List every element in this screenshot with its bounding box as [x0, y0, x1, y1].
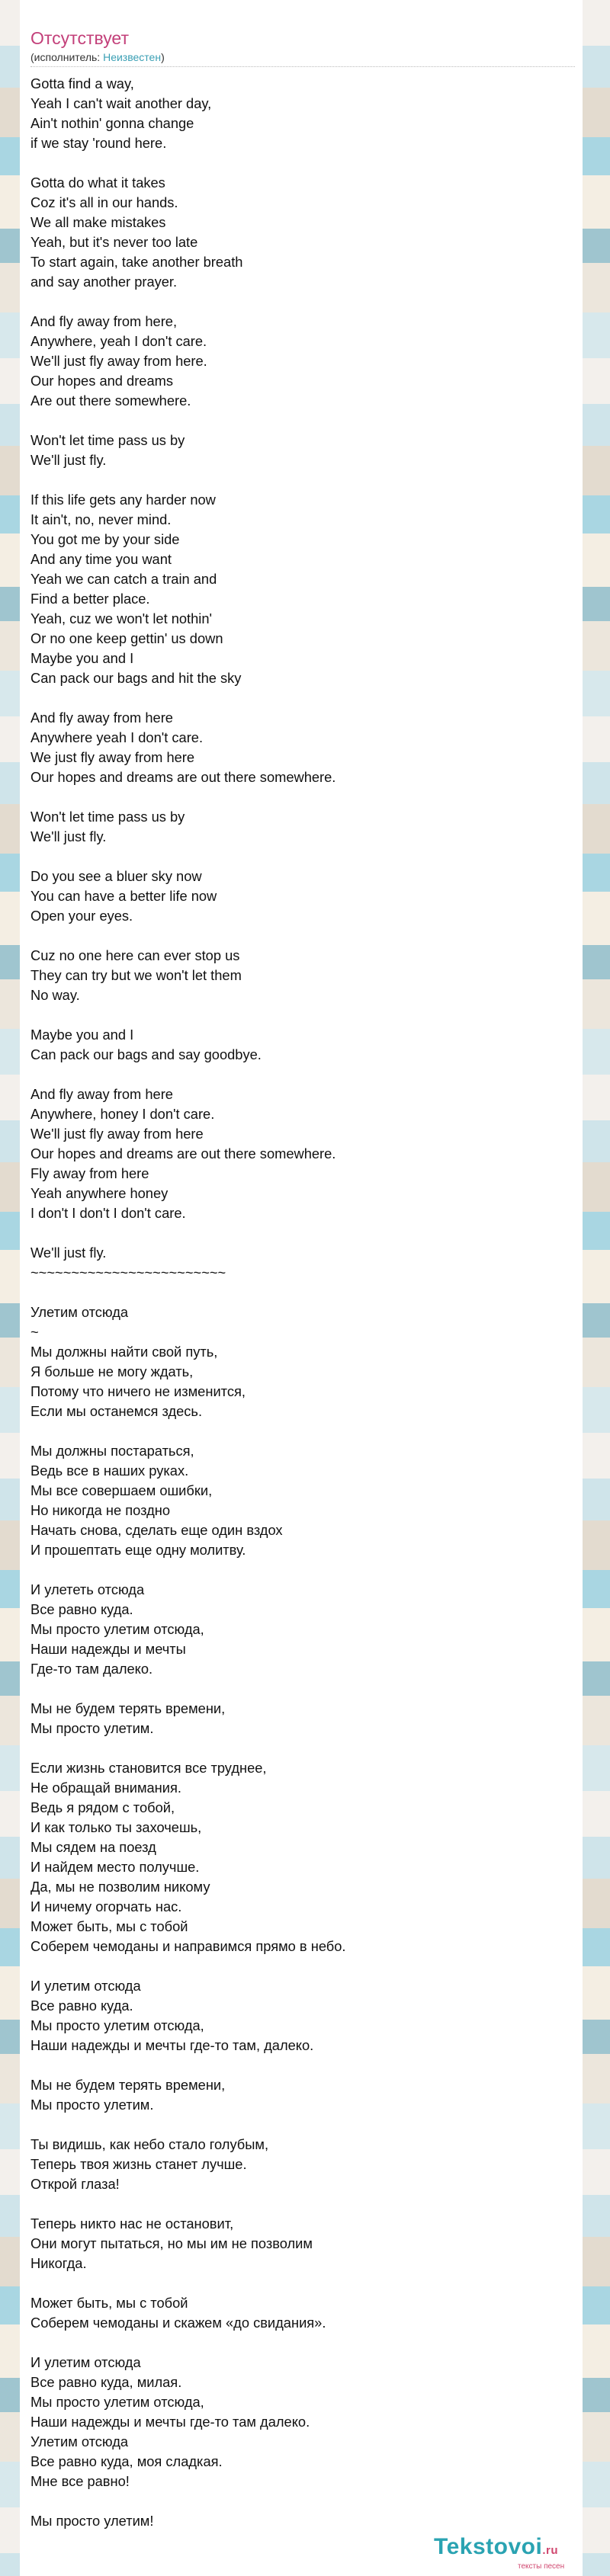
lyric-line: Если жизнь становится все труднее, — [30, 1760, 267, 1776]
lyric-line: Open your eyes. — [30, 908, 133, 924]
lyric-line: if we stay 'round here. — [30, 135, 167, 151]
lyric-line: Can pack our bags and say goodbye. — [30, 1046, 262, 1062]
site-watermark[interactable] — [434, 2536, 594, 2571]
lyric-line: We'll just fly. — [30, 1245, 107, 1261]
watermark-tld: .ru — [542, 2544, 558, 2557]
lyric-line: И найдем место получше. — [30, 1859, 200, 1875]
lyrics-stanza — [30, 173, 583, 292]
lyric-line: Теперь твоя жизнь станет лучше. — [30, 2156, 247, 2172]
lyric-line: ~~~~~~~~~~~~~~~~~~~~~~~~ — [30, 1264, 226, 1280]
lyric-line: No way. — [30, 987, 80, 1003]
lyric-line: Won't let time pass us by — [30, 432, 185, 448]
lyric-line: Coz it's all in our hands. — [30, 194, 178, 210]
lyric-line: Да, мы не позволим никому — [30, 1879, 210, 1895]
lyric-line: И прошептать еще одну молитву. — [30, 1542, 246, 1558]
lyric-line: Our hopes and dreams — [30, 373, 173, 389]
lyrics-stanza — [30, 74, 583, 153]
lyric-line: Мы не будем терять времени, — [30, 1700, 226, 1716]
lyrics-stanza — [30, 431, 583, 470]
lyrics-stanza — [30, 2075, 583, 2115]
lyric-line: Yeah I can't wait another day, — [30, 95, 212, 111]
lyric-line: Anywhere yeah I don't care. — [30, 729, 204, 745]
lyrics-body — [30, 74, 583, 2531]
lyric-line: Can pack our bags and hit the sky — [30, 670, 242, 686]
lyric-line: Наши надежды и мечты где-то там, далеко. — [30, 2037, 314, 2053]
lyric-line: Maybe you and I — [30, 650, 134, 666]
lyric-line: Может быть, мы с тобой — [30, 2295, 188, 2311]
lyrics-stanza — [30, 708, 583, 787]
lyrics-stanza — [30, 2293, 583, 2333]
lyric-line: We'll just fly. — [30, 452, 107, 468]
lyric-line: Если мы останемся здесь. — [30, 1403, 203, 1419]
lyric-line: Мне все равно! — [30, 2473, 130, 2489]
header-divider — [30, 66, 575, 67]
lyric-line: Yeah, cuz we won't let nothin' — [30, 610, 213, 626]
lyrics-stanza — [30, 807, 583, 847]
lyric-line: Потому что ничего не изменится, — [30, 1383, 246, 1399]
lyrics-stanza — [30, 2135, 583, 2194]
lyric-line: Our hopes and dreams are out there somewhere. — [30, 1145, 336, 1161]
lyric-line: Ain't nothin' gonna change — [30, 115, 194, 131]
lyric-line: Не обращай внимания. — [30, 1780, 181, 1796]
song-header — [20, 0, 583, 64]
lyric-line: We'll just fly. — [30, 828, 107, 844]
lyric-line: Yeah we can catch a train and — [30, 571, 217, 587]
lyric-line: Ведь все в наших руках. — [30, 1463, 189, 1479]
lyric-line: И как только ты захочешь, — [30, 1819, 202, 1835]
lyric-line: Все равно куда, моя сладкая. — [30, 2453, 223, 2469]
lyric-line: Мы просто улетим. — [30, 1720, 154, 1736]
lyrics-stanza — [30, 1699, 583, 1738]
lyric-line: We'll just fly away from here — [30, 1126, 204, 1142]
lyrics-stanza — [30, 1243, 583, 1283]
lyric-line: Maybe you and I — [30, 1027, 134, 1043]
lyric-line: You can have a better life now — [30, 888, 217, 904]
lyric-line: Or no one keep gettin' us down — [30, 630, 223, 646]
lyric-line: Anywhere, yeah I don't care. — [30, 333, 207, 349]
lyric-line: Все равно куда. — [30, 1998, 133, 2014]
lyric-line: Мы просто улетим отсюда, — [30, 1621, 204, 1637]
lyrics-stanza — [30, 2511, 583, 2531]
performer-prefix: (исполнитель: — [30, 51, 104, 63]
lyric-line: Our hopes and dreams are out there somewhere. — [30, 769, 336, 785]
lyric-line: Fly away from here — [30, 1165, 149, 1181]
lyric-line: Наши надежды и мечты — [30, 1641, 186, 1657]
lyric-line: Соберем чемоданы и направимся прямо в небо. — [30, 1938, 346, 1954]
lyrics-stanza — [30, 1758, 583, 1956]
lyrics-page — [20, 0, 583, 2576]
lyric-line: And fly away from here, — [30, 313, 178, 329]
lyric-line: Все равно куда, милая. — [30, 2374, 182, 2390]
lyrics-stanza — [30, 1085, 583, 1223]
lyric-line: Won't let time pass us by — [30, 809, 185, 825]
watermark-tagline: тексты песен — [518, 2562, 565, 2571]
lyric-line: Yeah anywhere honey — [30, 1185, 169, 1201]
lyric-line: To start again, take another breath — [30, 254, 243, 270]
lyric-line: Gotta find a way, — [30, 75, 134, 91]
lyric-line: И улететь отсюда — [30, 1581, 145, 1597]
lyric-line: Открой глаза! — [30, 2176, 120, 2192]
lyric-line: Я больше не могу ждать, — [30, 1363, 194, 1379]
lyric-line: It ain't, no, never mind. — [30, 511, 172, 527]
lyric-line: Мы все совершаем ошибки, — [30, 1482, 213, 1498]
lyrics-stanza — [30, 312, 583, 411]
lyric-line: We'll just fly away from here. — [30, 353, 207, 369]
lyrics-stanza — [30, 867, 583, 926]
lyric-line: We all make mistakes — [30, 214, 166, 230]
lyric-line: Они могут пытаться, но мы им не позволим — [30, 2235, 313, 2251]
lyric-line: Gotta do what it takes — [30, 175, 165, 191]
lyric-line: Где-то там далеко. — [30, 1661, 153, 1677]
lyric-line: Соберем чемоданы и скажем «до свидания». — [30, 2315, 326, 2331]
performer-link[interactable]: Неизвестен — [103, 51, 162, 63]
lyric-line: And any time you want — [30, 551, 172, 567]
lyric-line: И улетим отсюда — [30, 1978, 141, 1994]
watermark-brand: Tekstovoi — [434, 2534, 543, 2559]
lyrics-stanza — [30, 1441, 583, 1560]
lyric-line: Мы просто улетим отсюда, — [30, 2394, 204, 2410]
lyric-line: Do you see a bluer sky now — [30, 868, 202, 884]
lyric-line: We just fly away from here — [30, 749, 195, 765]
lyric-line: If this life gets any harder now — [30, 492, 216, 508]
lyric-line: И улетим отсюда — [30, 2354, 141, 2370]
watermark-logo — [434, 2536, 594, 2562]
lyric-line: Мы должны постараться, — [30, 1443, 194, 1459]
lyric-line: Yeah, but it's never too late — [30, 234, 198, 250]
performer-line — [30, 50, 583, 64]
lyric-line: Мы сядем на поезд — [30, 1839, 156, 1855]
lyrics-stanza — [30, 2214, 583, 2273]
lyrics-stanza — [30, 1302, 583, 1421]
lyrics-stanza — [30, 490, 583, 688]
lyric-line: And fly away from here — [30, 1086, 173, 1102]
lyric-line: Ведь я рядом с тобой, — [30, 1799, 175, 1815]
lyric-line: Наши надежды и мечты где-то там далеко. — [30, 2414, 310, 2430]
lyric-line: Может быть, мы с тобой — [30, 1918, 188, 1934]
lyrics-stanza — [30, 1976, 583, 2055]
lyric-line: Мы не будем терять времени, — [30, 2077, 226, 2093]
lyric-line: Мы просто улетим. — [30, 2097, 154, 2113]
lyric-line: and say another prayer. — [30, 274, 178, 290]
lyric-line: Все равно куда. — [30, 1601, 133, 1617]
lyric-line: Но никогда не поздно — [30, 1502, 170, 1518]
lyric-line: Find a better place. — [30, 591, 150, 607]
lyric-line: You got me by your side — [30, 531, 180, 547]
lyric-line: Anywhere, honey I don't care. — [30, 1106, 215, 1122]
lyrics-stanza — [30, 1580, 583, 1679]
lyrics-stanza — [30, 1025, 583, 1065]
lyric-line: Мы просто улетим! — [30, 2513, 154, 2529]
lyric-line: I don't I don't I don't care. — [30, 1205, 186, 1221]
lyrics-stanza — [30, 2353, 583, 2491]
lyric-line: Ты видишь, как небо стало голубым, — [30, 2136, 269, 2152]
performer-suffix: ) — [161, 51, 165, 63]
lyric-line: Начать снова, сделать еще один вздох — [30, 1522, 283, 1538]
lyric-line: Улетим отсюда — [30, 2433, 129, 2449]
lyric-line: Cuz no one here can ever stop us — [30, 947, 240, 963]
lyric-line: And fly away from here — [30, 710, 173, 726]
lyric-line: Мы просто улетим отсюда, — [30, 2017, 204, 2033]
song-title: Отсутствует — [30, 28, 129, 48]
lyric-line: Никогда. — [30, 2255, 87, 2271]
lyric-line: Are out there somewhere. — [30, 392, 191, 409]
lyric-line: ~ — [30, 1324, 39, 1340]
lyric-line: They can try but we won't let them — [30, 967, 242, 983]
lyric-line: Улетим отсюда — [30, 1304, 129, 1320]
lyric-line: Теперь никто нас не остановит, — [30, 2216, 234, 2232]
lyrics-stanza — [30, 946, 583, 1005]
lyric-line: Мы должны найти свой путь, — [30, 1344, 218, 1360]
lyric-line: И ничему огорчать нас. — [30, 1898, 182, 1914]
